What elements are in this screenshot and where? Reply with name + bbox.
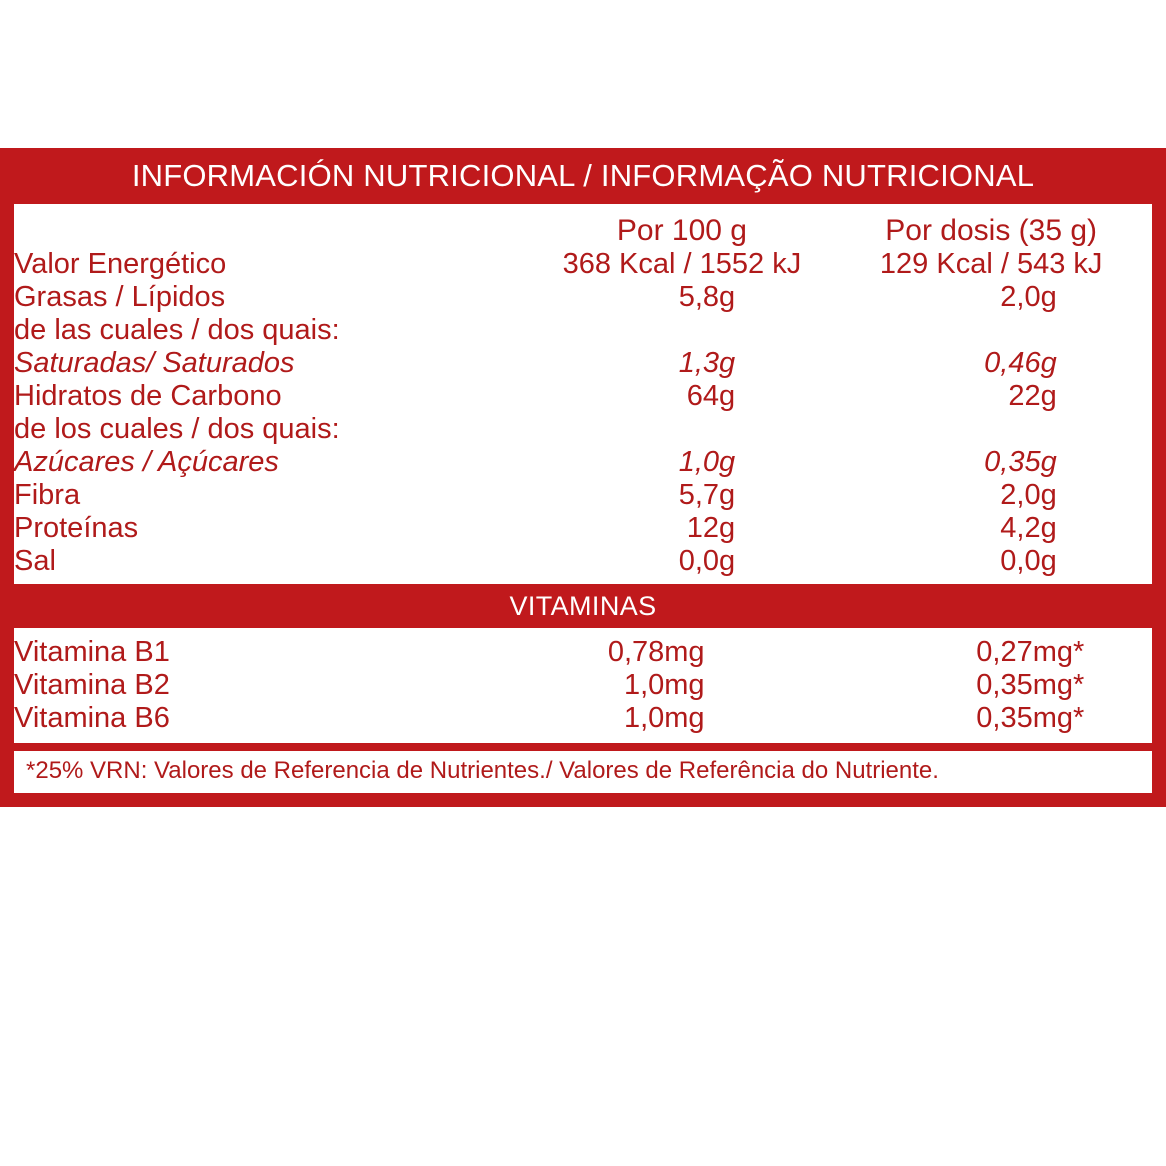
row-value-per-100g: 12 [686,512,720,544]
row-value-per-serving: 129 Kcal / 543 kJ [879,248,1103,280]
row-value-per-serving: 0,35 [976,669,1033,701]
row-subheading: de los cuales / dos quais: [14,413,340,445]
row-label: Azúcares / Açúcares [14,446,279,478]
row-unit-per-100g: g [719,479,736,511]
vitamins-section-title: VITAMINAS [509,590,657,621]
row-unit-per-serving: mg* [1032,636,1085,668]
row-value-per-100g: 64 [686,380,720,412]
row-unit-per-100g: mg [664,669,705,701]
table-row [14,512,1152,545]
row-value-per-serving: 2,0 [1000,479,1041,511]
row-unit-per-100g: g [719,347,736,379]
row-unit-per-100g: mg [664,636,705,668]
row-unit-per-serving: g [1040,479,1057,511]
table-row [14,702,1152,735]
row-label: Vitamina B2 [14,669,170,701]
row-unit-per-100g: g [719,545,736,577]
table-row [14,545,1152,578]
table-row [14,281,1152,314]
row-value-per-100g: 1,0 [623,669,665,701]
row-value-per-serving: 0,27 [976,636,1033,668]
table-row [14,413,1152,446]
row-subheading: de las cuales / dos quais: [14,314,340,346]
page-title: INFORMACIÓN NUTRICIONAL / INFORMAÇÃO NUTRICIONAL [131,158,1035,193]
row-unit-per-100g: mg [664,702,705,734]
row-unit-per-serving: g [1040,380,1057,412]
row-unit-per-serving: mg* [1032,702,1085,734]
table-row [14,248,1152,281]
row-value-per-100g: 1,0 [623,702,665,734]
row-value-per-100g: 0,0 [678,545,720,577]
table-row [14,669,1152,702]
table-row [14,347,1152,380]
table-row [14,479,1152,512]
table-row [14,446,1152,479]
footnote-text: *25% VRN: Valores de Referencia de Nutrientes./ Valores de Referência do Nutriente. [26,757,939,784]
column-header-per-serving: Por dosis (35 g) [885,214,1098,247]
row-unit-per-serving: g [1040,281,1057,313]
row-label: Proteínas [14,512,139,544]
row-label: Vitamina B1 [14,636,170,668]
column-header-per-100g: Por 100 g [616,214,747,247]
row-unit-per-100g: g [719,512,736,544]
vitamins-section-band [0,584,1166,628]
row-label: Fibra [14,479,81,511]
row-unit-per-100g: g [719,446,736,478]
table-row [14,314,1152,347]
row-value-per-serving: 22 [1008,380,1041,412]
table-header-row [14,214,1152,248]
table-row [14,636,1152,669]
row-value-per-100g: 0,78 [607,636,665,668]
row-value-per-serving: 0,0 [1000,545,1041,577]
row-value-per-100g: 5,7 [678,479,720,511]
row-unit-per-serving: g [1040,347,1057,379]
row-value-per-100g: 5,8 [678,281,720,313]
row-value-per-serving: 2,0 [1000,281,1041,313]
header-spacer [14,214,534,248]
row-label: Valor Energético [14,248,227,280]
row-unit-per-serving: g [1040,545,1057,577]
table-row [14,380,1152,413]
row-value-per-serving: 0,35 [976,702,1033,734]
row-unit-per-100g: g [719,380,736,412]
row-unit-per-serving: mg* [1032,669,1085,701]
row-value-per-100g: 1,3 [678,347,720,379]
row-unit-per-serving: g [1040,446,1057,478]
row-value-per-serving: 0,35 [984,446,1041,478]
row-label: Hidratos de Carbono [14,380,282,412]
row-value-per-serving: 4,2 [1000,512,1041,544]
nutrition-label-panel [0,148,1166,807]
nutrition-header-band [0,148,1166,204]
nutrition-table [14,214,1152,578]
nutrition-table-block [0,204,1166,584]
vitamins-table [14,636,1152,735]
row-value-per-100g: 368 Kcal / 1552 kJ [562,248,802,280]
row-value-per-serving: 0,46 [984,347,1041,379]
row-label: Sal [14,545,56,577]
vitamins-table-block [0,628,1166,743]
row-label: Grasas / Lípidos [14,281,226,313]
row-label: Saturadas/ Saturados [14,347,295,379]
row-unit-per-serving: g [1040,512,1057,544]
row-label: Vitamina B6 [14,702,170,734]
row-unit-per-100g: g [719,281,736,313]
footnote-block [0,743,1166,807]
row-value-per-100g: 1,0 [678,446,720,478]
